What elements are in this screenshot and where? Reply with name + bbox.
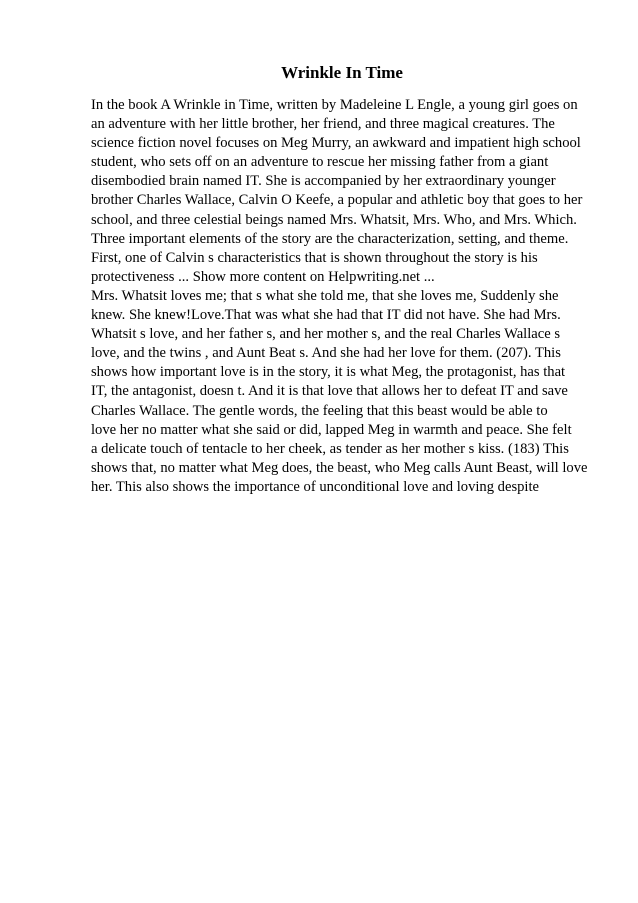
body-line: knew. She knew!Love.That was what she had that IT did not have. She had Mrs.: [91, 307, 561, 324]
body-line: First, one of Calvin s characteristics that is shown throughout the story is his: [91, 249, 538, 266]
body-line: protectiveness ... Show more content on Helpwriting.net ...: [91, 268, 435, 285]
body-line: Charles Wallace. The gentle words, the feeling that this beast would be able to: [91, 402, 548, 419]
body-line: science fiction novel focuses on Meg Murry, an awkward and impatient high school: [91, 135, 581, 152]
body-line: her. This also shows the importance of unconditional love and loving despite: [91, 478, 540, 495]
body-line: IT, the antagonist, doesn t. And it is that love that allows her to defeat IT and save: [91, 383, 568, 400]
body-line: an adventure with her little brother, her friend, and three magical creatures. The: [91, 116, 555, 133]
body-line: a delicate touch of tentacle to her cheek, as tender as her mother s kiss. (183) This: [91, 440, 569, 457]
body-line: disembodied brain named IT. She is accompanied by her extraordinary younger: [91, 173, 556, 190]
body-line: love her no matter what she said or did, lapped Meg in warmth and peace. She felt: [91, 421, 572, 438]
body-line: In the book A Wrinkle in Time, written by Madeleine L Engle, a young girl goes on: [91, 97, 578, 113]
body-line: Three important elements of the story are the characterization, setting, and theme.: [91, 230, 569, 247]
body-line: school, and three celestial beings named Mrs. Whatsit, Mrs. Who, and Mrs. Which.: [91, 211, 577, 228]
document-title: Wrinkle In Time: [281, 63, 403, 82]
body-line: brother Charles Wallace, Calvin O Keefe, a popular and athletic boy that goes to her: [91, 192, 583, 209]
body-line: shows how important love is in the story, it is what Meg, the protagonist, has that: [91, 364, 566, 381]
body-line: shows that, no matter what Meg does, the beast, who Meg calls Aunt Beast, will love: [91, 459, 588, 476]
body-line: Whatsit s love, and her father s, and her mother s, and the real Charles Wallace s: [91, 326, 561, 343]
document-body: [91, 96, 611, 497]
body-line: love, and the twins , and Aunt Beat s. And she had her love for them. (207). This: [91, 345, 561, 362]
body-line: Mrs. Whatsit loves me; that s what she told me, that she loves me, Suddenly she: [91, 287, 559, 304]
body-line: student, who sets off on an adventure to rescue her missing father from a giant: [91, 154, 549, 171]
